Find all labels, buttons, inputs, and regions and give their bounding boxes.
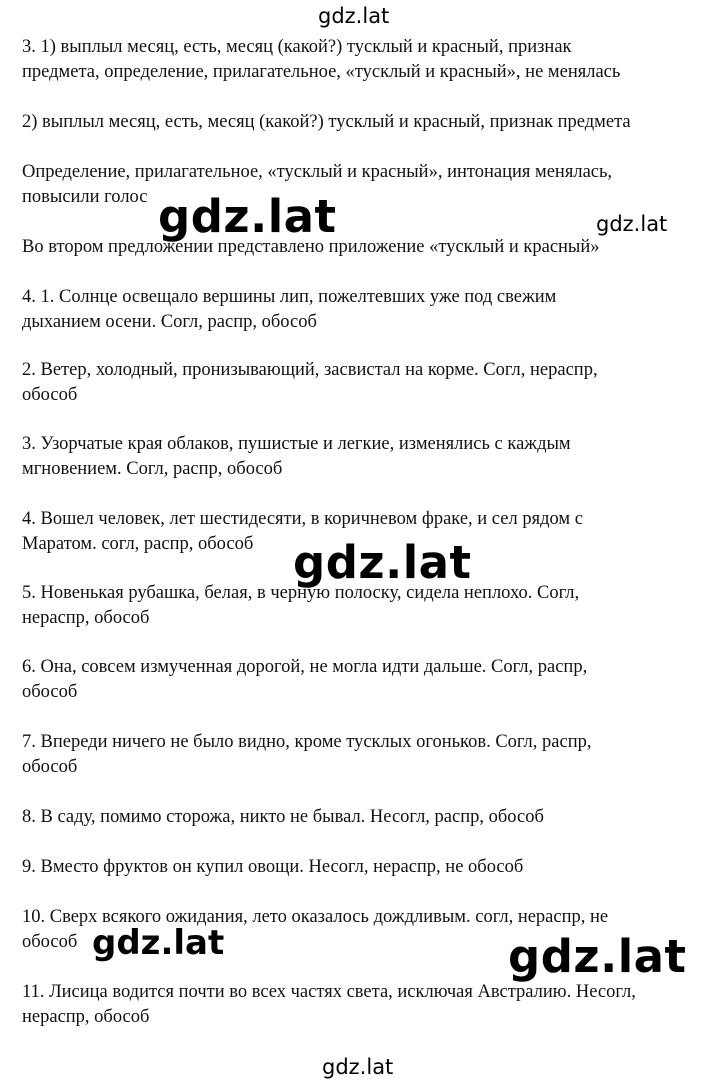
- line: повысили голос: [22, 187, 148, 207]
- line: мгновением. Согл, распр, обособ: [22, 459, 283, 479]
- watermark-large-1: gdz.lat: [158, 190, 337, 243]
- line: 10. Сверх всякого ожидания, лето оказалось дождливым. согл, нераспр, не: [22, 907, 609, 927]
- answer-3-conclusion: [22, 235, 712, 260]
- answer-4-5: [22, 581, 712, 631]
- line: обособ: [22, 757, 78, 777]
- answer-4-2: [22, 358, 712, 408]
- line: 3. Узорчатые края облаков, пушистые и легкие, изменялись с каждым: [22, 434, 571, 454]
- line: Маратом. согл, распр, обособ: [22, 534, 254, 554]
- answer-3-1: [22, 35, 712, 85]
- answer-4-8: [22, 805, 712, 830]
- answer-4-6: [22, 655, 712, 705]
- line: 2. Ветер, холодный, пронизывающий, засвистал на корме. Согл, нераспр,: [22, 360, 598, 380]
- answer-4-11: [22, 980, 712, 1030]
- watermark-medium-left: gdz.lat: [92, 923, 225, 963]
- answer-4-1: [22, 285, 712, 335]
- line: 4. 1. Солнце освещало вершины лип, пожелтевших уже под свежим: [22, 287, 557, 307]
- line: 8. В саду, помимо сторожа, никто не бывал. Несогл, распр, обособ: [22, 807, 544, 827]
- answer-3-2: [22, 110, 712, 135]
- line: 5. Новенькая рубашка, белая, в черную полоску, сидела неплохо. Согл,: [22, 583, 580, 603]
- line: нераспр, обособ: [22, 1007, 150, 1027]
- line: 4. Вошел человек, лет шестидесяти, в коричневом фраке, и сел рядом с: [22, 509, 583, 529]
- answer-4-7: [22, 730, 712, 780]
- line: 11. Лисица водится почти во всех частях света, исключая Австралию. Несогл,: [22, 982, 636, 1002]
- answer-4-9: [22, 855, 712, 880]
- line: 6. Она, совсем измученная дорогой, не могла идти дальше. Согл, распр,: [22, 657, 588, 677]
- line: обособ: [22, 385, 78, 405]
- line: нераспр, обособ: [22, 608, 150, 628]
- line: 2) выплыл месяц, есть, месяц (какой?) тусклый и красный, признак предмета: [22, 112, 631, 132]
- line: обособ: [22, 682, 78, 702]
- watermark-right: gdz.lat: [596, 212, 668, 236]
- watermark-top: gdz.lat: [318, 4, 390, 28]
- line: обособ: [22, 932, 78, 952]
- answer-4-4: [22, 507, 712, 557]
- line: Во втором предложении представлено приложение «тусклый и красный»: [22, 237, 600, 257]
- watermark-large-right: gdz.lat: [508, 930, 687, 983]
- answer-4-10: [22, 905, 712, 955]
- answer-3-2-definition: [22, 160, 712, 210]
- line: Определение, прилагательное, «тусклый и красный», интонация менялась,: [22, 162, 613, 182]
- answer-4-3: [22, 432, 712, 482]
- line: 9. Вместо фруктов он купил овощи. Несогл, нераспр, не обособ: [22, 857, 524, 877]
- watermark-bottom: gdz.lat: [322, 1055, 394, 1079]
- line: дыханием осени. Согл, распр, обособ: [22, 312, 317, 332]
- line: предмета, определение, прилагательное, «тусклый и красный», не менялась: [22, 62, 621, 82]
- watermark-large-center: gdz.lat: [293, 536, 472, 589]
- line: 7. Впереди ничего не было видно, кроме тусклых огоньков. Согл, распр,: [22, 732, 592, 752]
- line: 3. 1) выплыл месяц, есть, месяц (какой?) тусклый и красный, признак: [22, 37, 572, 57]
